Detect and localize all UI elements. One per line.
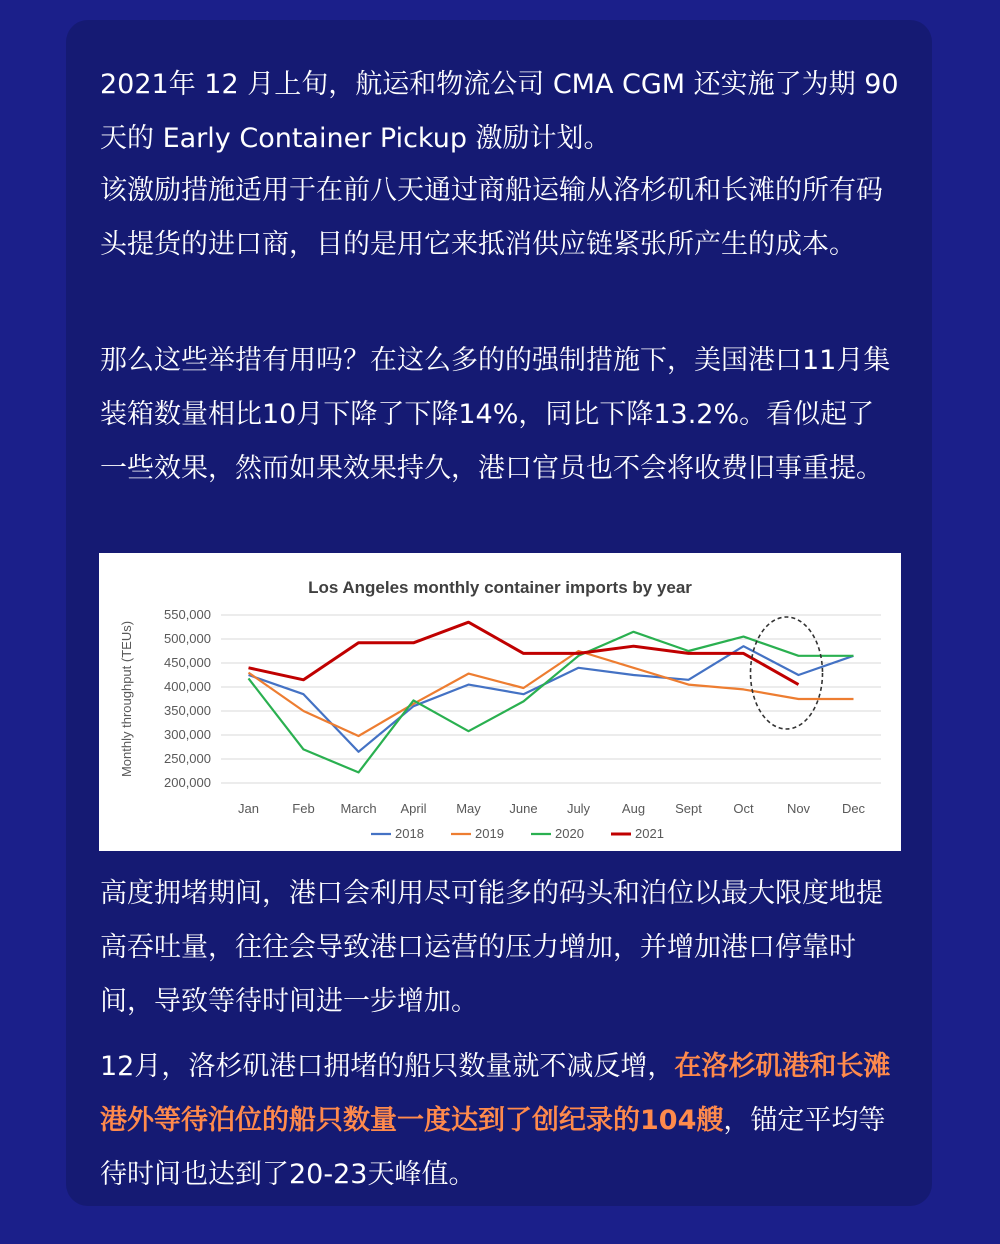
x-tick-label: Oct <box>733 801 754 816</box>
chart-image <box>99 553 901 851</box>
y-axis-label: Monthly throughput (TEUs) <box>119 620 134 778</box>
y-tick-label: 500,000 <box>164 631 211 646</box>
y-tick-label: 200,000 <box>164 775 211 790</box>
legend-label-2018: 2018 <box>395 826 424 841</box>
paragraph-4: 高度拥堵期间，港口会利用尽可能多的码头和泊位以最大限度地提高吞吐量，往往会导致港口运营的压力增加，并增加港口停靠时间，导致等待时间进一步增加。 <box>100 878 883 1017</box>
x-tick-label: Aug <box>621 801 646 816</box>
x-tick-label: Nov <box>786 801 811 816</box>
paragraph-5-highlight: 在洛杉矶港和长滩港外等待泊位的船只数量一度达到了创纪录的104艘 <box>100 1051 891 1136</box>
paragraph-3: 那么这些举措有用吗？在这么多的的强制措施下，美国港口11月集装箱数量相比10月下降了下降14%，同比下降13.2%。看似起了一些效果，然而如果效果持久，港口官员也不会将收费旧事重提。 <box>100 345 891 484</box>
series-line-2018 <box>249 646 854 752</box>
paragraph-5-tail: ，锚定平均等待时间也达到了20-23天峰值。 <box>100 1105 886 1190</box>
paragraph-1: 2021年 12 月上旬，航运和物流公司 CMA CGM 还实施了为期 90 天的 Early Container Pickup 激励计划。 <box>100 69 899 154</box>
y-tick-label: 550,000 <box>164 607 211 622</box>
series-line-2021 <box>249 622 799 684</box>
x-tick-label: March <box>340 801 377 816</box>
legend-label-2021: 2021 <box>635 826 664 841</box>
y-tick-label: 450,000 <box>164 655 211 670</box>
x-tick-label: Jan <box>238 801 259 816</box>
paragraph-5-lead: 12月，洛杉矶港口拥堵的船只数量就不减反增， <box>100 1051 675 1082</box>
annotation-ellipse <box>751 617 823 729</box>
x-tick-label: Sept <box>675 801 702 816</box>
legend-label-2019: 2019 <box>475 826 504 841</box>
paragraph-2: 该激励措施适用于在前八天通过商船运输从洛杉矶和长滩的所有码头提货的进口商，目的是用它来抵消供应链紧张所产生的成本。 <box>100 175 883 260</box>
line-chart <box>99 553 901 851</box>
paragraph-5 <box>100 1040 900 1202</box>
y-tick-label: 400,000 <box>164 679 211 694</box>
x-tick-label: May <box>456 801 481 816</box>
x-tick-label: June <box>509 801 538 816</box>
x-tick-label: Dec <box>841 801 866 816</box>
y-tick-label: 300,000 <box>164 727 211 742</box>
x-tick-label: Feb <box>292 801 315 816</box>
y-tick-label: 250,000 <box>164 751 211 766</box>
y-tick-label: 350,000 <box>164 703 211 718</box>
x-tick-label: April <box>400 801 427 816</box>
x-tick-label: July <box>566 801 591 816</box>
chart-title: Los Angeles monthly container imports by year <box>308 578 692 597</box>
legend-label-2020: 2020 <box>555 826 584 841</box>
